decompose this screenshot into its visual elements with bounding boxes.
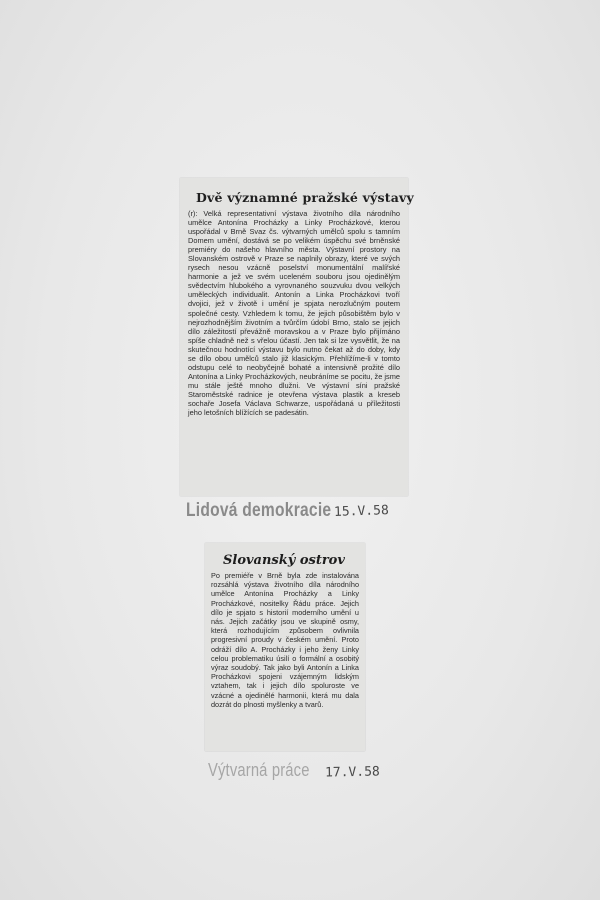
clipping-1-article-text: (r): Velká representativní výstava životního díla národního umělce Antonína Procházky a Linky Procházkové, kterou uspořádal v Brně Svaz čs. výtvarných umělců spolu s tamním Domem umění, dostává se po velikém úspěchu své brněnské premiéry do našeho hlavního města. Výstavní prostory na Slovanském ostrově v Praze se naplnily obrazy, které ve svých rysech nesou vzácně poselství monumentální malířské harmonie a jež ve svém uceleném souboru jsou ojedinělým svědectvím hlubokého a vyrovnaného souzvuku dvou velkých uměleckých individualit. Antonín a Linka Procházkovi tvoří dvojici, jež v životě i umění je spjata nerozlučným poutem společné cesty. Vzhledem k tomu, že jejich působištěm bylo v nejrozhodnějším životním a tvůrčím údobí Brno, stalo se jejich dílo záležitostí převážně moravskou a v Praze bylo přijímáno spíše chladně než s vřelou účastí. Jen tak si lze vysvětlit, že na skutečnou hodnotící výstavu bylo nutno čekat až do doby, kdy se dílo obou umělců stalo již klasickým. Přehlížíme-li v tomto odstupu celé to neobyčejně bohaté a intensivně prožité dílo Antonína a Linky Procházkových, neubráníme se pocitu, že jsme mu stále ještě mnoho dlužni. Ve výstavní síni pražské Staroměstské radnice je otevřena výstava plastik a kreseb sochaře Josefa Václava Schwarze, uspořádaná u příležitosti jeho letošních blížících se padesátin. [188, 209, 400, 418]
clipping-2-article-text: Po premiéře v Brně byla zde instalována rozsáhlá výstava životního díla národního umělce Antonína Procházky a Linky Procházkové, nositelky Řádu práce. Jejich dílo je spjato s historií moderního umění u nás. Jejich začátky jsou ve skupině osmy, která rozhodujícím způsobem ovlivnila progresivní proudy v českém umění. Proto odráží dílo A. Procházky i jeho ženy Linky celou problematiku úsilí o formální a osobitý výraz soudobý. Tak jako byli Antonín a Linka Procházkovi spojeni vzájemným lidským vztahem, tak i jejich dílo spoluroste ve vzácné a ojedinělé harmonii, která mu dala dozrát do plnosti myšlenky a tvarů. [211, 571, 359, 709]
clipping-2-headline: Slovanský ostrov [223, 553, 345, 568]
clipping-2-source-stamp: Výtvarná práce [208, 760, 310, 780]
clipping-1-headline: Dvě významné pražské výstavy [196, 190, 414, 205]
clipping-2-handwritten-date: 17.V.58 [324, 764, 380, 781]
newspaper-clipping-1 [180, 178, 414, 496]
newspaper-clipping-2 [205, 543, 365, 751]
clipping-1-source-stamp: Lidová demokracie [186, 500, 332, 521]
clipping-1-handwritten-date: 15.V.58 [333, 503, 390, 520]
